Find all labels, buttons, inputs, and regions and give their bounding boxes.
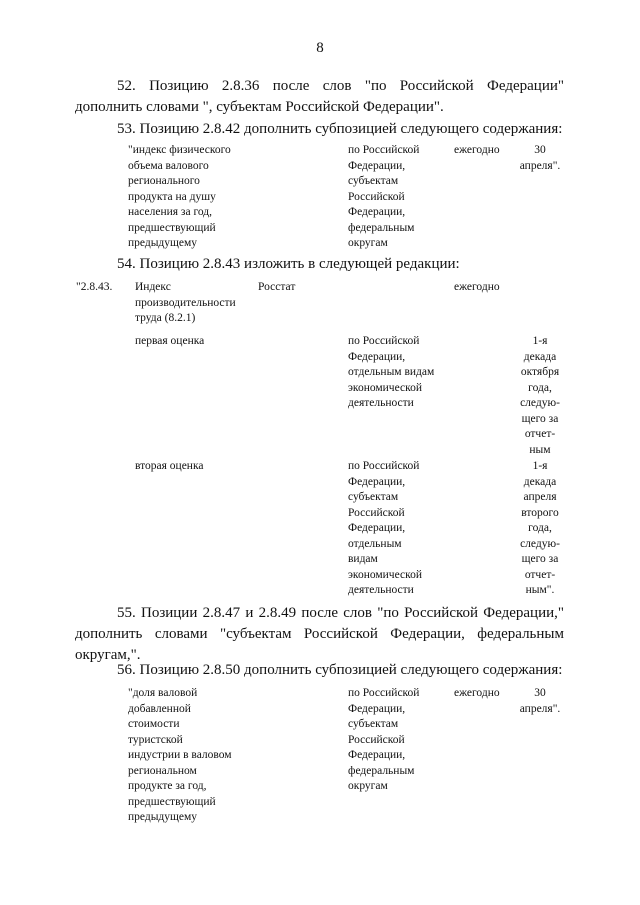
item-54-agency: Росстат: [258, 281, 296, 293]
item-56-text: 56. Позицию 2.8.50 дополнить субпозицией следующего содержания:: [117, 662, 563, 678]
item-54-first-deadline: 1-я декада октября года, следую- щего за отчет- ным: [520, 335, 560, 456]
item-55-line-1: 55. Позиции 2.8.47 и 2.8.49 после слов "по Российской Федерации,": [117, 605, 564, 621]
item-54-first-level: по Российской Федерации, отдельным видам экономической деятельности: [348, 335, 435, 409]
item-55-line-2: дополнить словами "субъектам Российской Федерации, федеральным: [75, 626, 564, 642]
item-53-frequency: ежегодно: [454, 144, 500, 156]
item-56-frequency: ежегодно: [454, 687, 500, 699]
item-54-second-deadline: 1-я декада апреля второго года, следую- щего за отчет- ным".: [520, 460, 560, 596]
item-54-frequency: ежегодно: [454, 281, 500, 293]
item-56-deadline: 30 апреля".: [519, 687, 561, 715]
item-53-text: 53. Позицию 2.8.42 дополнить субпозицией следующего содержания:: [117, 121, 563, 137]
item-52-line-1: 52. Позицию 2.8.36 после слов "по Российской Федерации": [117, 78, 564, 94]
item-56-indicator: "доля валовой добавленной стоимости туристской индустрии в валовом региональном продукте за год, предшествующий предыдущему: [128, 687, 232, 823]
item-54-text: 54. Позицию 2.8.43 изложить в следующей редакции:: [117, 256, 460, 272]
item-54-first-label: первая оценка: [135, 335, 205, 347]
item-52-line-2: дополнить словами ", субъектам Российской Федерации".: [75, 99, 444, 115]
item-54-indicator: Индекс производительности труда (8.2.1): [135, 281, 236, 324]
item-55-line-3: округам,".: [75, 647, 141, 663]
item-56-level: по Российской Федерации, субъектам Российской Федерации, федеральным округам: [348, 687, 420, 792]
page-number: 8: [316, 40, 324, 56]
item-53-deadline: 30 апреля".: [519, 144, 561, 172]
item-54-second-level: по Российской Федерации, субъектам Российской Федерации, отдельным видам экономической деятельности: [348, 460, 422, 596]
item-53-indicator: "индекс физического объема валового регионального продукта на душу населения за год, предшествующий предыдущему: [128, 144, 231, 249]
item-54-code: "2.8.43.: [76, 281, 113, 293]
item-53-level: по Российской Федерации, субъектам Российской Федерации, федеральным округам: [348, 144, 420, 249]
item-54-second-label: вторая оценка: [135, 460, 204, 472]
